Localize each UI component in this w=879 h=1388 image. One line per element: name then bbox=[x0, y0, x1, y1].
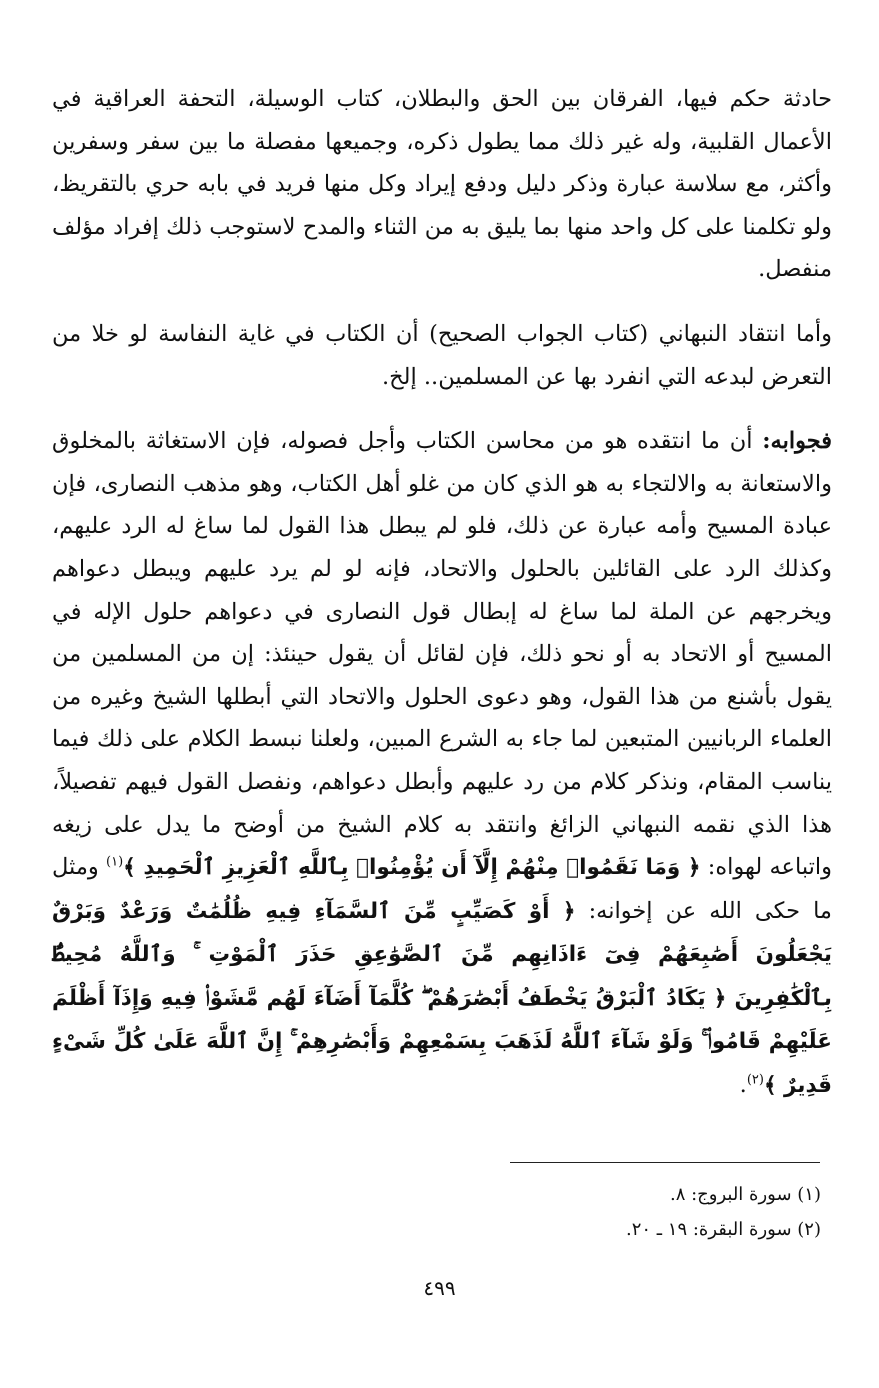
page-body bbox=[52, 78, 832, 1108]
paragraph-3 bbox=[52, 420, 832, 1108]
footnote-2 bbox=[321, 1212, 821, 1247]
page-number: ٤٩٩ bbox=[423, 1276, 456, 1300]
quran-verse-2: ﴿ أَوْ كَصَيِّبٍ مِّنَ ٱلسَّمَآءِ فِيهِ ظُلُمَٰتٌ وَرَعْدٌ وَبَرْقٌ يَجْعَلُونَ أَصَٰبِعَهُمْ فِىٓ ءَاذَانِهِم مِّنَ ٱلصَّوَٰعِقِ حَذَرَ ٱلْمَوْتِ ۚ وَٱللَّهُ مُحِيطٌۢ بِٱلْكَٰفِرِينَ ﴿ يَكَادُ ٱلْبَرْقُ يَخْطَفُ أَبْصَٰرَهُمْ ۖ كُلَّمَآ أَضَآءَ لَهُم مَّشَوْا۟ فِيهِ وَإِذَآ أَظْلَمَ عَلَيْهِمْ قَامُوا۟ ۚ وَلَوْ شَآءَ ٱللَّهُ لَذَهَبَ بِسَمْعِهِمْ وَأَبْصَٰرِهِمْ ۚ إِنَّ ٱللَّهَ عَلَىٰ كُلِّ شَىْءٍ قَدِيرٌ ﴾ bbox=[52, 898, 832, 1099]
paragraph-1: حادثة حكم فيها، الفرقان بين الحق والبطلان، كتاب الوسيلة، التحفة العراقية في الأعمال القلبية، وله غير ذلك مما يطول ذكره، وجميعها مفصلة ما بين سفر وسفرين وأكثر، مع سلاسة عبارة وذكر دليل ودفع إيراد وكل منها فريد في بابه حري بالتقريظ، ولو تكلمنا على كل واحد منها بما يليق به من الثناء والمدح لاستوجب ذلك إفراد مؤلف منفصل. bbox=[52, 86, 832, 283]
answer-text: أن ما انتقده هو من محاسن الكتاب وأجل فصوله، فإن الاستغاثة بالمخلوق والاستعانة به والالتجاء به هو الذي كان من غلو أهل الكتاب، وهو مذهب النصارى، فإن عبادة المسيح وأمه عبارة عن ذلك، فلو لم يبطل هذا القول لما ساغ له الرد عليهم، وكذلك الرد على القائلين بالحلول والاتحاد، فإنه لو لم يرد عليهم ويبطل دعواهم ويخرجهم عن الملة لما ساغ له إبطال قول النصارى في دعواهم حلول الإله في المسيح أو الاتحاد به أو نحو ذلك، فإن لقائل أن يقول حينئذ: إن من المسلمين من يقول بأشنع من هذا القول، وهو دعوى الحلول والاتحاد التي أبطلها الشيخ وغيره من العلماء الربانيين المتبعين لما جاء به الشرع المبين، ولعلنا نبسط الكلام على ذلك فيما يناسب المقام، ونذكر كلام من رد عليهم وأبطل دعواهم، ونفصل القول فيهم تفصيلاً، هذا الذي نقمه النبهاني الزائغ وانتقد به كلام الشيخ من أوضح ما يدل على زيغه واتباعه لهواه: bbox=[52, 428, 832, 881]
quran-verse-1: ﴿ وَمَا نَقَمُوا۟ مِنْهُمْ إِلَّآ أَن يُؤْمِنُوا۟ بِٱللَّهِ ٱلْعَزِيزِ ٱلْحَمِيدِ ﴾ bbox=[123, 855, 701, 881]
footnote-number: (٢) bbox=[797, 1219, 821, 1240]
footnote-divider bbox=[510, 1162, 820, 1163]
closing-punctuation: . bbox=[739, 1072, 747, 1099]
paragraph-2: وأما انتقاد النبهاني (كتاب الجواب الصحيح) أن الكتاب في غاية النفاسة لو خلا من التعرض لبدعه التي انفرد بها عن المسلمين.. إلخ. bbox=[52, 320, 832, 390]
footnote-text: سورة البقرة: ١٩ ـ ٢٠. bbox=[625, 1219, 792, 1240]
footnote-1 bbox=[321, 1177, 821, 1212]
footnotes bbox=[321, 1177, 821, 1247]
transition-text: ومثل ما حكى الله عن إخوانه: bbox=[52, 854, 832, 924]
footnote-ref-2: (٢) bbox=[746, 1072, 764, 1088]
footnote-ref-1: (١) bbox=[106, 854, 124, 870]
answer-lead: فجوابه: bbox=[762, 428, 832, 455]
footnote-number: (١) bbox=[797, 1184, 821, 1205]
footnote-text: سورة البروج: ٨. bbox=[669, 1184, 792, 1205]
